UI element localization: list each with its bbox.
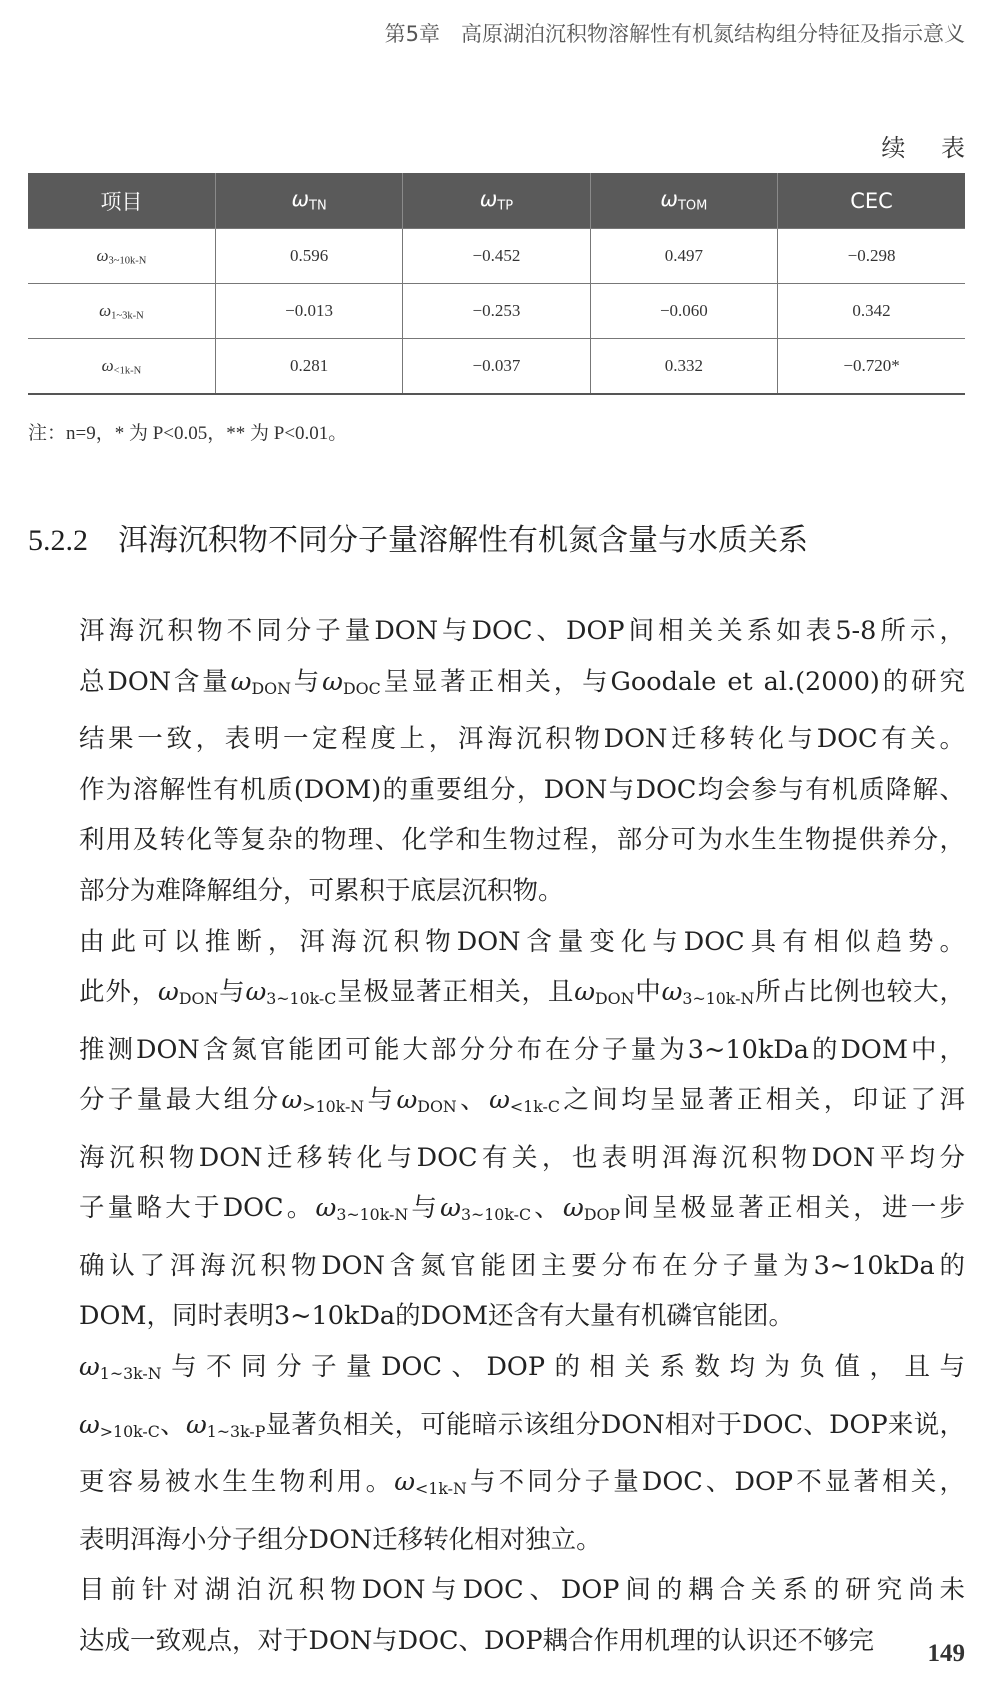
table-cell: 0.596 <box>215 229 402 284</box>
page-number: 149 <box>927 1640 965 1667</box>
paragraph <box>28 606 965 917</box>
text-line: 推测DON含氮官能团可能大部分分布在分子量为3~10kDa的DOM中， <box>79 1034 965 1065</box>
text-line: 部分为难降解组分，可累积于底层沉积物。 <box>79 875 564 906</box>
text-line: 结果一致，表明一定程度上，洱海沉积物DON迁移转化与DOC有关。 <box>79 724 965 755</box>
table-body <box>28 229 965 395</box>
text-line: 此外，$\omega_{DON}$与$\omega_{3\sim 10k-C}$呈极显著正相关，且$\omega_{DON}$中$\omega_{3\sim 10k-N}$所占比例也较大， <box>79 977 965 1009</box>
column-header: $\omega_{TN}$ <box>215 173 402 229</box>
section-heading <box>28 515 808 559</box>
table-cell: 0.332 <box>590 339 777 395</box>
table-cell: −0.452 <box>403 229 590 284</box>
table-cell: −0.298 <box>778 229 965 284</box>
text-line: 表明洱海小分子组分DON迁移转化相对独立。 <box>79 1524 602 1555</box>
paragraph <box>28 1565 965 1666</box>
table-cell: −0.253 <box>403 284 590 339</box>
row-label: $\omega_{1\sim 3k-N}$ <box>28 284 215 339</box>
text-line: 更容易被水生生物利用。$\omega_{<1k-N}$与不同分子量DOC、DOP不显著相关， <box>79 1467 965 1499</box>
text-line: 海沉积物DON迁移转化与DOC有关，也表明洱海沉积物DON平均分 <box>79 1142 965 1173</box>
table-cell: 0.497 <box>590 229 777 284</box>
table-row <box>28 284 965 339</box>
row-label: $\omega_{3\sim 10k-N}$ <box>28 229 215 284</box>
table-cell: −0.060 <box>590 284 777 339</box>
text-line: 由此可以推断，洱海沉积物DON含量变化与DOC具有相似趋势。 <box>79 926 965 957</box>
table-note: 注：n=9，* 为 P<0.05，** 为 P<0.01。 <box>28 423 348 444</box>
table-cell: −0.720* <box>778 339 965 395</box>
table-continued-label: 续 表 <box>881 134 979 162</box>
table-cell: 0.281 <box>215 339 402 395</box>
table-cell: 0.342 <box>778 284 965 339</box>
text-line: 目前针对湖泊沉积物DON与DOC、DOP间的耦合关系的研究尚未 <box>79 1575 965 1606</box>
text-line: 利用及转化等复杂的物理、化学和生物过程，部分可为水生生物提供养分， <box>79 825 965 856</box>
running-header: 第5章 高原湖泊沉积物溶解性有机氮结构组分特征及指示意义 <box>384 22 965 46</box>
section-number: 5.2.2 <box>28 524 88 557</box>
table-row <box>28 229 965 284</box>
text-line: 分子量最大组分$\omega_{>10k-N}$与$\omega_{DON}$、$\omega_{<1k-C}$之间均呈显著正相关，印证了洱 <box>79 1085 965 1117</box>
row-label: $\omega_{<1k-N}$ <box>28 339 215 395</box>
column-header: $\omega_{TOM}$ <box>590 173 777 229</box>
body-text <box>28 606 965 1666</box>
text-line: 子量略大于DOC。$\omega_{3\sim 10k-N}$与$\omega_{3\sim 10k-C}$、$\omega_{DOP}$间呈极显著正相关，进一步 <box>79 1193 965 1225</box>
table-row <box>28 339 965 395</box>
table-cell: −0.037 <box>403 339 590 395</box>
text-line: $\omega_{1\sim 3k-N}$与不同分子量DOC、DOP的相关系数均为负值，且与 <box>79 1352 965 1383</box>
column-header: $\omega_{TP}$ <box>403 173 590 229</box>
paragraph <box>28 1342 965 1565</box>
text-line: $\omega_{>10k-C}$、$\omega_{1\sim 3k-P}$显著负相关，可能暗示该组分DON相对于DOC、DOP来说， <box>79 1409 965 1441</box>
paragraph <box>28 917 965 1343</box>
table-header-row <box>28 173 965 229</box>
column-header: CEC <box>778 173 965 229</box>
text-line: 洱海沉积物不同分子量DON与DOC、DOP间相关关系如表5-8所示， <box>79 616 965 646</box>
text-line: 确认了洱海沉积物DON含氮官能团主要分布在分子量为3~10kDa的 <box>79 1250 965 1281</box>
text-line: DOM，同时表明3~10kDa的DOM还含有大量有机磷官能团。 <box>79 1301 795 1332</box>
text-line: 达成一致观点，对于DON与DOC、DOP耦合作用机理的认识还不够完 <box>79 1625 875 1656</box>
column-header: 项目 <box>28 173 215 229</box>
table-cell: −0.013 <box>215 284 402 339</box>
section-title: 洱海沉积物不同分子量溶解性有机氮含量与水质关系 <box>118 523 808 558</box>
text-line: 作为溶解性有机质(DOM)的重要组分，DON与DOC均会参与有机质降解、 <box>79 774 965 805</box>
correlation-table <box>28 173 965 395</box>
text-line: 总DON含量$\omega_{DON}$与$\omega_{DOC}$呈显著正相关，与Goodale et al.(2000)的研究 <box>79 666 965 698</box>
